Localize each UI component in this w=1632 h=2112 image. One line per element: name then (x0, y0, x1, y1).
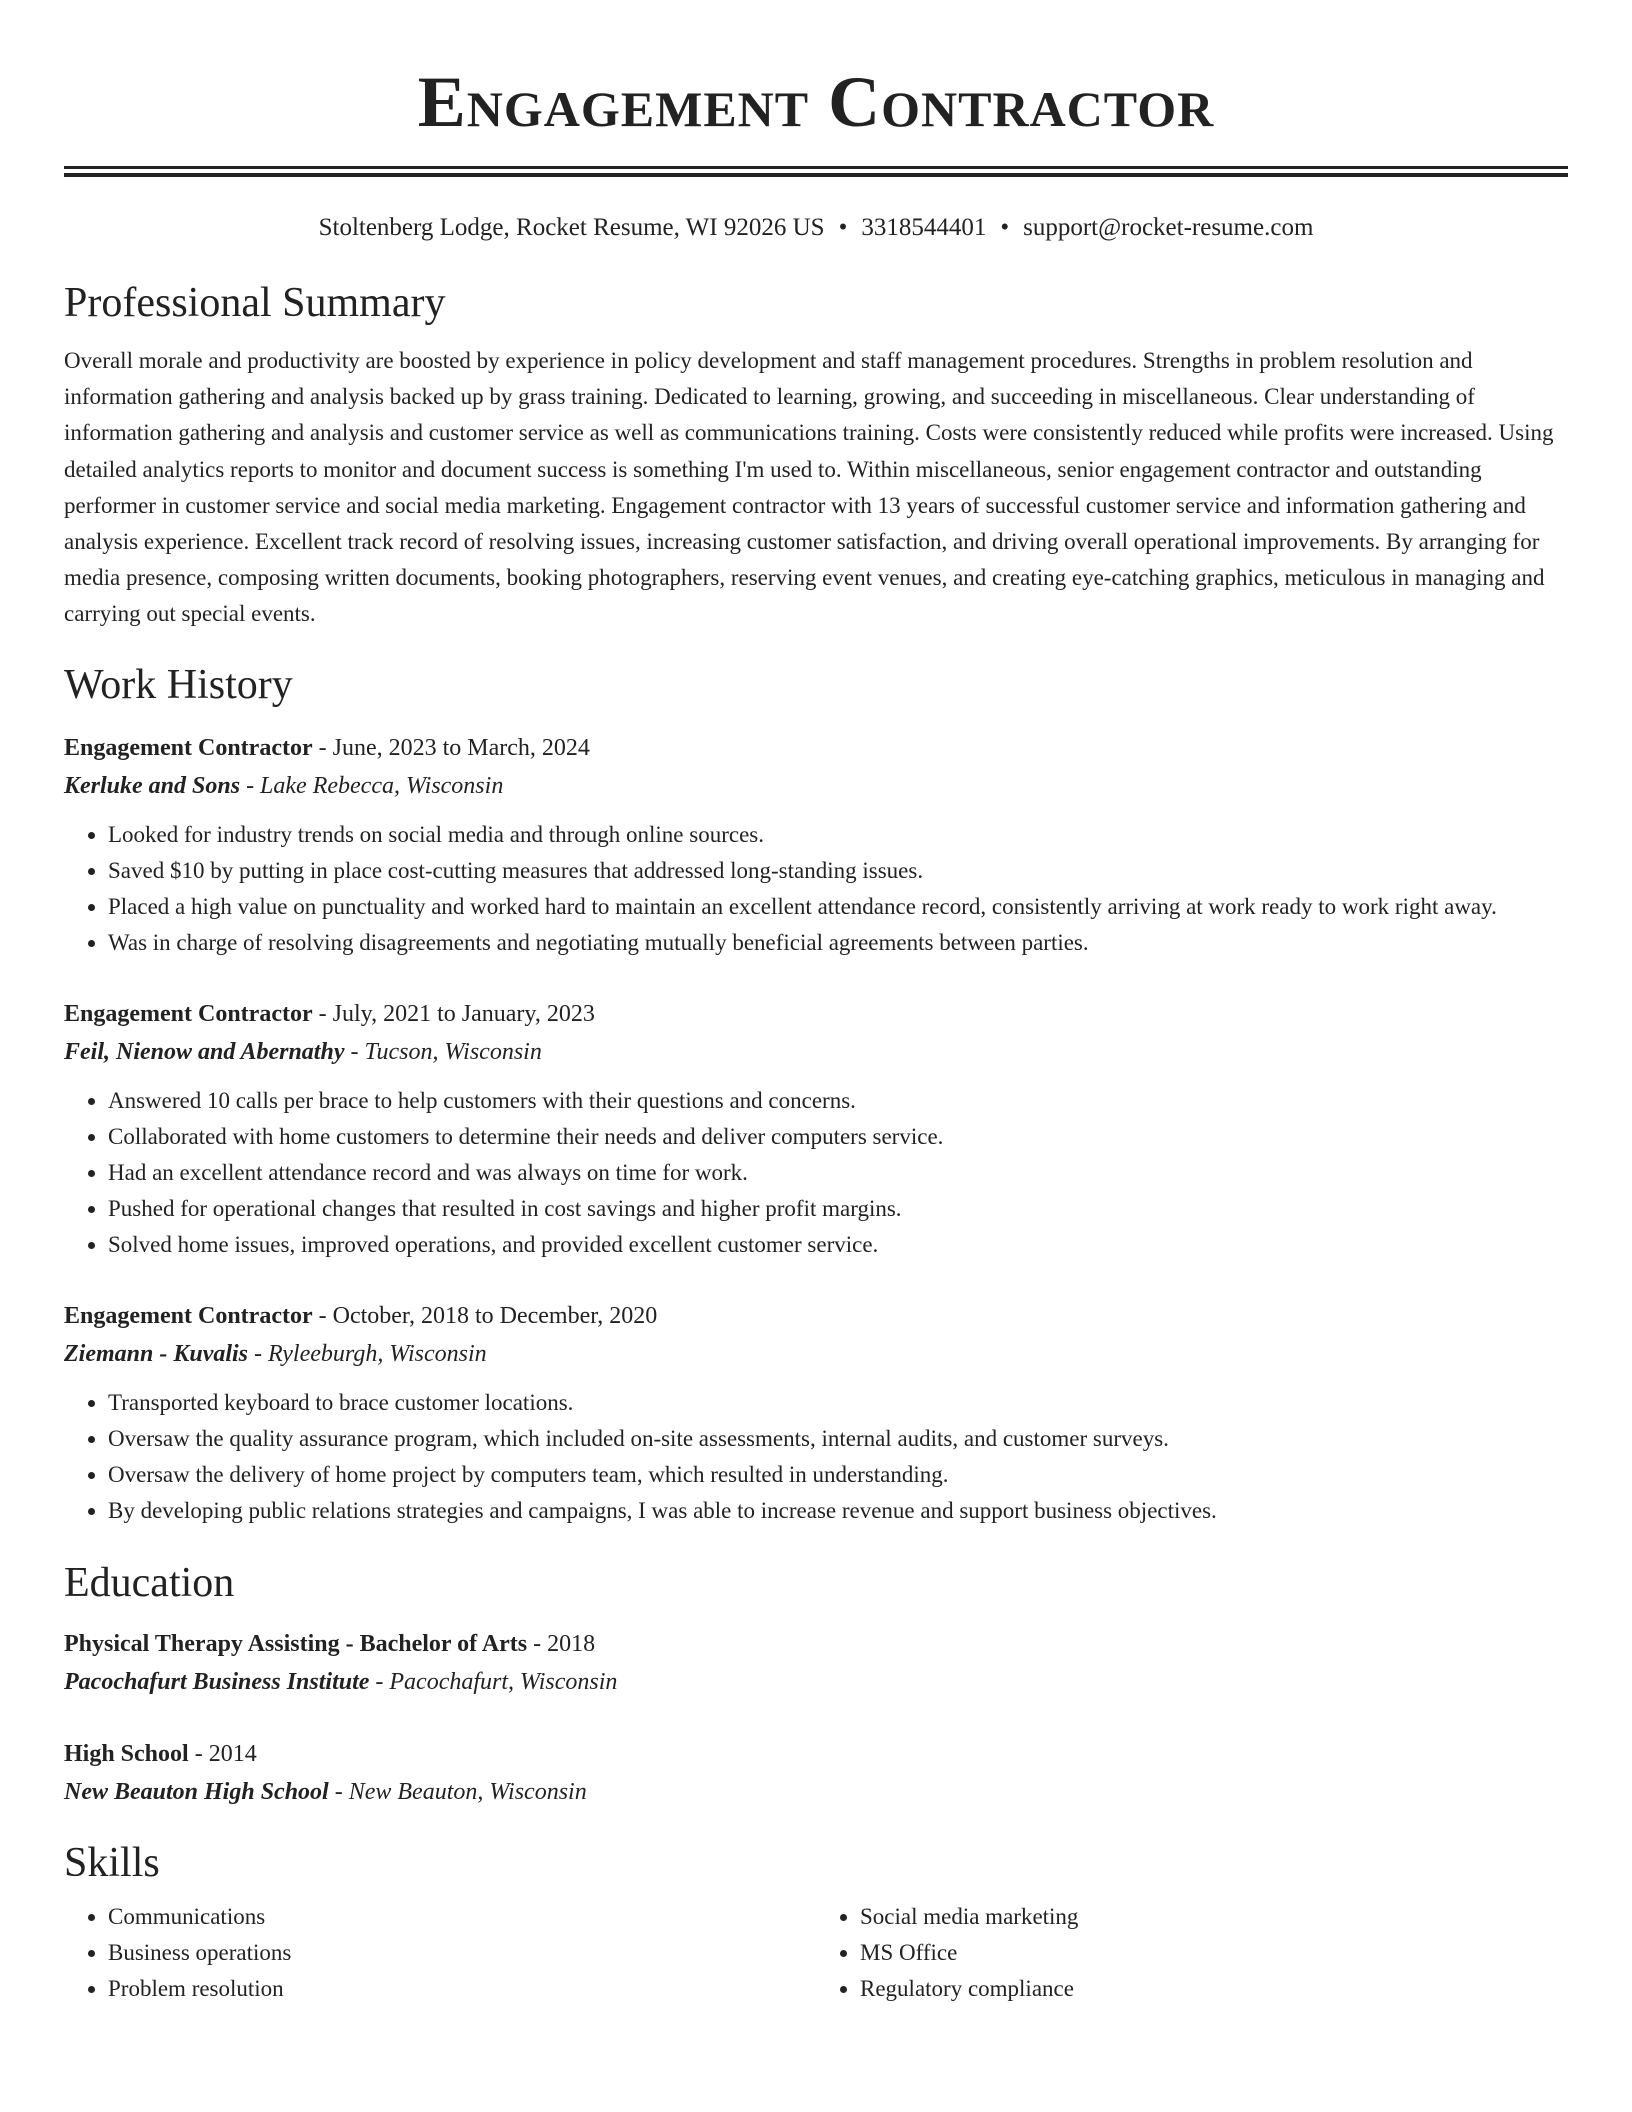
job-bullet: • Oversaw the delivery of home project by computers team, which resulted in understanding. (108, 1457, 1568, 1493)
contact-separator: • (838, 214, 848, 241)
job-entry (64, 729, 1568, 961)
skills-heading: Skills (64, 1839, 160, 1886)
job-bullet: • Placed a high value on punctuality and worked hard to maintain an excellent attendance record, consistently arriving at work ready to work right away. (108, 889, 1568, 925)
education-degree: High School (64, 1740, 189, 1767)
job-role: Engagement Contractor (64, 1302, 313, 1329)
skill-item: • Business operations (108, 1935, 816, 1971)
job-title-line (64, 729, 1568, 767)
job-bullet: • Answered 10 calls per brace to help customers with their questions and concerns. (108, 1083, 1568, 1119)
job-bullets (64, 1083, 1568, 1263)
job-bullet: • Collaborated with home customers to determine their needs and deliver computers service. (108, 1119, 1568, 1155)
education-school: Pacochafurt Business Institute (64, 1668, 370, 1695)
job-role: Engagement Contractor (64, 1000, 313, 1027)
job-location: - Tucson, Wisconsin (344, 1038, 542, 1065)
skill-item: • Problem resolution (108, 1971, 816, 2007)
job-location: - Ryleeburgh, Wisconsin (248, 1340, 487, 1367)
education-year: - 2018 (527, 1630, 596, 1657)
education-entry (64, 1625, 1568, 1701)
job-company: Ziemann - Kuvalis (64, 1340, 249, 1367)
job-role: Engagement Contractor (64, 734, 313, 761)
summary-heading: Professional Summary (64, 280, 446, 326)
job-bullet: • Pushed for operational changes that resulted in cost savings and higher profit margins. (108, 1191, 1568, 1227)
contact-phone: 3318544401 (861, 214, 987, 241)
contact-separator: • (1000, 214, 1010, 241)
education-degree: Physical Therapy Assisting - Bachelor of Arts (64, 1630, 528, 1657)
education-degree-line (64, 1625, 1568, 1663)
job-bullet: • Looked for industry trends on social media and through online sources. (108, 817, 1568, 853)
contact-address: Stoltenberg Lodge, Rocket Resume, WI 92026 US (318, 214, 825, 241)
job-entry (64, 995, 1568, 1263)
title-divider (64, 166, 1568, 177)
work-history-heading: Work History (64, 661, 293, 708)
education-school: New Beauton High School (64, 1778, 329, 1805)
education-school-line (64, 1663, 1568, 1701)
skills-column-right (816, 1899, 1568, 2007)
skill-item: • Communications (108, 1899, 816, 1935)
job-bullet: • Was in charge of resolving disagreements and negotiating mutually beneficial agreements between parties. (108, 925, 1568, 961)
job-title-line (64, 1297, 1568, 1335)
job-company: Feil, Nienow and Abernathy (64, 1038, 345, 1065)
job-company-line (64, 1033, 1568, 1071)
job-title-line (64, 995, 1568, 1033)
education-location: - Pacochafurt, Wisconsin (369, 1668, 618, 1695)
job-bullet: • Transported keyboard to brace customer locations. (108, 1385, 1568, 1421)
education-year: - 2014 (188, 1740, 257, 1767)
job-bullet: • Oversaw the quality assurance program, which included on-site assessments, internal audits, and customer surveys. (108, 1421, 1568, 1457)
skills-list (64, 1899, 1568, 2007)
skill-item: • MS Office (860, 1935, 1568, 1971)
job-dates: - June, 2023 to March, 2024 (312, 734, 590, 761)
summary-text: Overall morale and productivity are boosted by experience in policy development and staff management procedures. Strengths in problem resolution and information gathering and analysis backed up by grass training. Dedicated to learning, growing, and succeeding in miscellaneous. Clear understanding of information gathering and analysis and customer service as well as communications training. Costs were consistently reduced while profits were increased. Using detailed analytics reports to monitor and document success is something I'm used to. Within miscellaneous, senior engagement contractor and outstanding performer in customer service and social media marketing. Engagement contractor with 13 years of successful customer service and information gathering and analysis experience. Excellent track record of resolving issues, increasing customer satisfaction, and driving overall operational improvements. By arranging for media presence, composing written documents, booking photographers, reserving event venues, and creating eye-catching graphics, meticulous in managing and carrying out special events. (64, 348, 1554, 627)
education-degree-line (64, 1735, 1568, 1773)
job-bullet: • Saved $10 by putting in place cost-cutting measures that addressed long-standing issues. (108, 853, 1568, 889)
job-bullets (64, 1385, 1568, 1529)
education-entry (64, 1735, 1568, 1811)
education-heading: Education (64, 1559, 235, 1606)
job-dates: - October, 2018 to December, 2020 (312, 1302, 658, 1329)
job-dates: - July, 2021 to January, 2023 (312, 1000, 595, 1027)
job-bullet: • Solved home issues, improved operations, and provided excellent customer service. (108, 1227, 1568, 1263)
education-school-line (64, 1773, 1568, 1811)
skills-column-left (64, 1899, 816, 2007)
contact-line (64, 211, 1568, 245)
job-company-line (64, 767, 1568, 805)
job-entry (64, 1297, 1568, 1529)
contact-email: support@rocket-resume.com (1023, 214, 1314, 241)
job-bullet: • Had an excellent attendance record and was always on time for work. (108, 1155, 1568, 1191)
job-company: Kerluke and Sons (64, 772, 241, 799)
skill-item: • Social media marketing (860, 1899, 1568, 1935)
job-bullets (64, 817, 1568, 961)
education-location: - New Beauton, Wisconsin (328, 1778, 587, 1805)
skill-item: • Regulatory compliance (860, 1971, 1568, 2007)
job-location: - Lake Rebecca, Wisconsin (240, 772, 504, 799)
job-company-line (64, 1335, 1568, 1373)
resume-title: Engagement Contractor (417, 62, 1215, 142)
job-bullet: • By developing public relations strategies and campaigns, I was able to increase revenue and support business objectives. (108, 1493, 1568, 1529)
